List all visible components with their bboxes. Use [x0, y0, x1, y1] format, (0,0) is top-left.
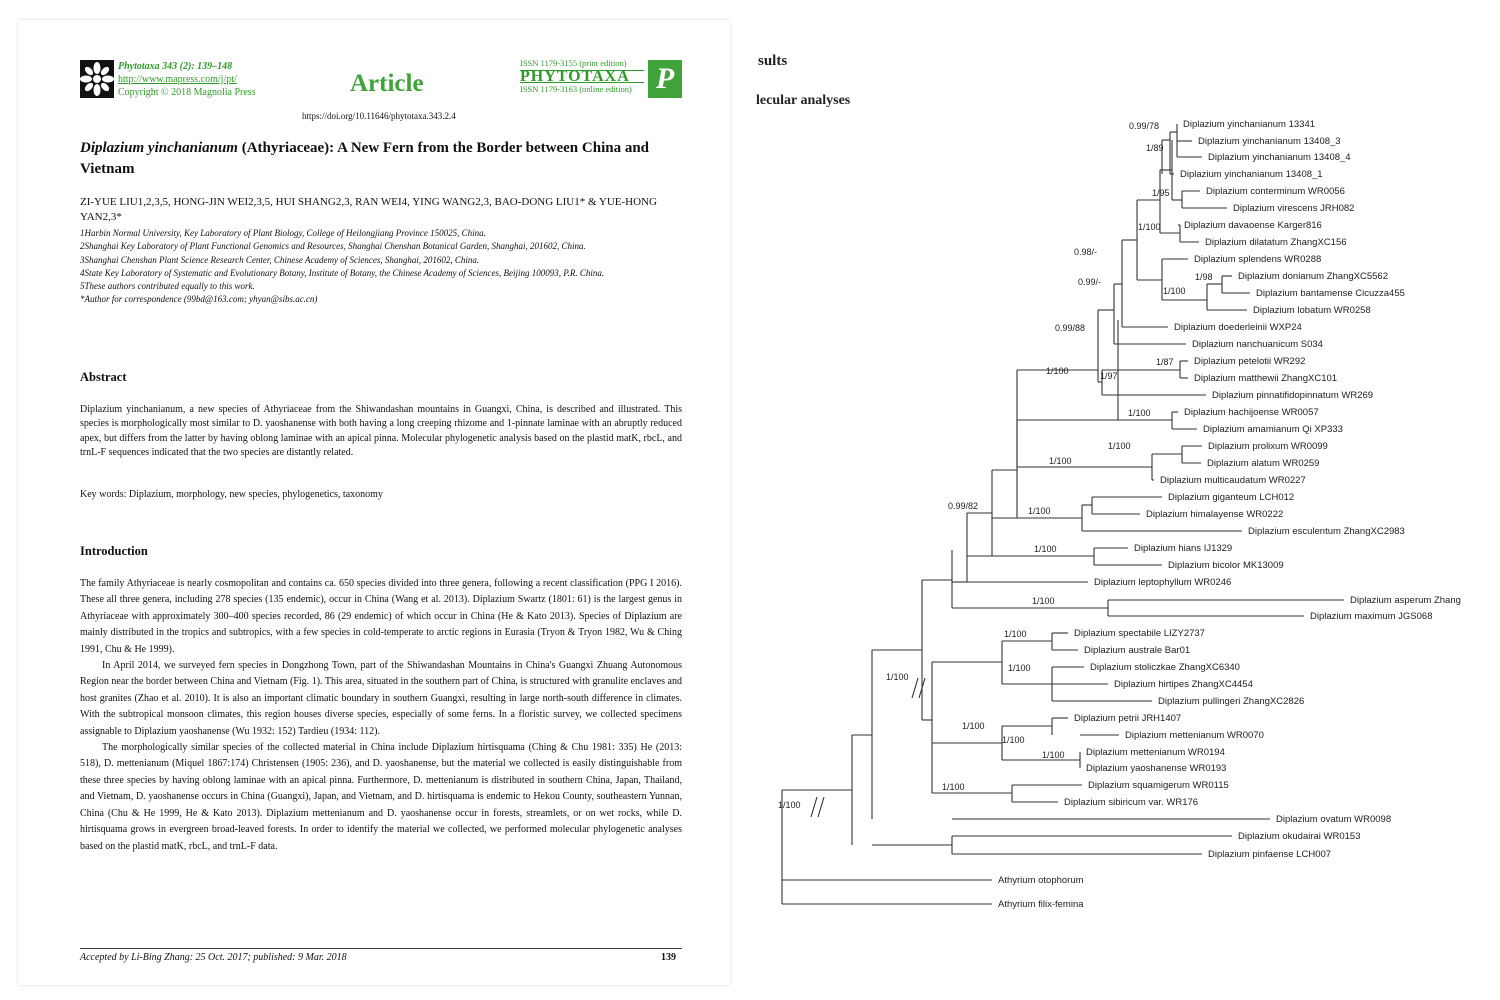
taxon-label: Diplazium hachijoense WR0057: [1184, 407, 1319, 418]
taxon-label: Diplazium bicolor MK13009: [1168, 560, 1284, 571]
taxon-label: Diplazium davaoense Karger816: [1184, 220, 1322, 231]
taxon-label: Athyrium otophorum: [998, 875, 1084, 886]
taxon-label: Diplazium bantamense Cicuzza455: [1256, 288, 1405, 299]
molecular-analyses-heading: lecular analyses: [756, 93, 851, 108]
support-value: 0.99/78: [1129, 121, 1160, 131]
introduction-body: [80, 576, 682, 855]
support-value: 1/100: [1028, 506, 1051, 516]
taxon-label: Diplazium petelotii WR292: [1194, 356, 1306, 367]
taxon-label: Diplazium mettenianum WR0070: [1125, 730, 1264, 741]
doi-link[interactable]: https://doi.org/10.11646/phytotaxa.343.2.4: [302, 111, 456, 121]
taxon-label: Diplazium alatum WR0259: [1207, 458, 1320, 469]
taxon-label: Diplazium pinfaense LCH007: [1208, 849, 1332, 860]
affiliation-line: 4State Key Laboratory of Systematic and Evolutionary Botany, Institute of Botany, the Chinese Academy of Sciences, Beijing 100093, P.R. China.: [80, 267, 605, 278]
affiliation-line: 2Shanghai Key Laboratory of Plant Functional Genomics and Resources, Shanghai Chenshan Botanical Garden, Shanghai, 201602, China.: [80, 241, 586, 252]
affiliations: [80, 227, 685, 307]
phylogenetic-tree: [752, 20, 1497, 985]
support-value: 1/100: [1004, 629, 1027, 639]
support-value: 1/100: [1008, 663, 1031, 673]
taxon-label: Diplazium lobatum WR0258: [1253, 305, 1371, 316]
intro-paragraph: The family Athyriaceae is nearly cosmopolitan and contains ca. 650 species divided into three genera, following a recent classification (PPG I 2016). These all three genera, including 278 species (135 endemic), occur in China (Wang et al. 2013). Diplazium Swartz (1801: 61) is the largest genus in Athyriaceae with approximately 300–400 species recorded, 86 (29 endemic) of which occur in China (He & Kato 2013). Species of Diplazium are mainly distributed in the tropics and subtropics, with a few species in cold-temperate to arctic regions in Eurasia (Tryon & Tryon 1982, Wu & Ching 1991, Chu & He 1999).: [80, 578, 682, 655]
affiliation-line: 1Harbin Normal University, Key Laboratory of Plant Biology, College of Heilongjiang Province 150025, China.: [80, 228, 486, 238]
taxon-label: Diplazium yaoshanense WR0193: [1086, 763, 1227, 774]
taxon-label: Diplazium australe Bar01: [1084, 645, 1191, 656]
magnolia-press-logo-icon: [80, 60, 114, 98]
taxon-label: Diplazium leptophyllum WR0246: [1094, 577, 1232, 588]
support-value: 1/100: [1128, 408, 1151, 418]
journal-url-link[interactable]: http://www.mapress.com/j/pt/: [118, 74, 237, 85]
journal-name: PHYTOTAXA: [520, 70, 644, 83]
journal-citation: Phytotaxa 343 (2): 139–148: [118, 61, 233, 72]
keywords: Key words: Diplazium, morphology, new species, phylogenetics, taxonomy: [80, 489, 383, 500]
author-list: ZI-YUE LIU1,2,3,5, HONG-JIN WEI2,3,5, HUI SHANG2,3, RAN WEI4, YING WANG2,3, BAO-DONG LIU1* & YUE-HONG YAN2,3*: [80, 196, 657, 223]
break-mark-icon: [912, 678, 918, 698]
support-value: 1/95: [1152, 188, 1170, 198]
support-value: 1/100: [1034, 544, 1057, 554]
taxon-label: Diplazium giganteum LCH012: [1168, 492, 1295, 503]
affiliation-line: *Author for correspondence (99bd@163.com; yhyan@sibs.ac.cn): [80, 294, 318, 305]
paper-page-right: [752, 20, 1497, 985]
affiliation-line: 5These authors contributed equally to this work.: [80, 281, 255, 292]
journal-header: [118, 60, 256, 99]
break-mark-icon: [818, 797, 824, 817]
abstract-text: Diplazium yinchanianum, a new species of Athyriaceae from the Shiwandashan mountains in Guangxi, China, is described and illustrated. This species is morphologically most similar to D. yaoshanense with both having a long creeping rhizome and 1-pinnate laminae with an abruptly reduced apex, but differs from the latter by having oblong laminae with an apical pinna. Molecular phylogenetic analysis based on the plastid matK, rbcL, and trnL-F sequences indicated that the two species are distantly related.: [80, 404, 682, 458]
taxon-label: Diplazium virescens JRH082: [1233, 203, 1355, 214]
support-value: 1/100: [1163, 286, 1186, 296]
results-heading: sults: [758, 53, 788, 69]
support-value: 1/100: [1138, 222, 1161, 232]
taxon-label: Diplazium hians IJ1329: [1134, 543, 1233, 554]
taxon-label: Diplazium sibiricum var. WR176: [1064, 797, 1199, 808]
support-value: 1/100: [1002, 735, 1025, 745]
support-value: 1/100: [1032, 596, 1055, 606]
article-label: Article: [350, 70, 424, 97]
phytotaxa-p-logo-icon: P: [648, 60, 682, 98]
taxon-label: Diplazium petrii JRH1407: [1074, 713, 1182, 724]
taxon-label: Diplazium doederleinii WXP24: [1174, 322, 1302, 333]
support-value: 1/100: [778, 800, 801, 810]
taxon-label: Diplazium maximum JGS068: [1310, 611, 1433, 622]
taxon-label: Diplazium spectabile LIZY2737: [1074, 628, 1205, 639]
footer-rule: [80, 948, 682, 949]
taxon-label: Diplazium asperum Zhang: [1350, 595, 1461, 606]
taxon-label: Athyrium filix-femina: [998, 899, 1084, 910]
taxon-label: Diplazium okudairai WR0153: [1238, 831, 1361, 842]
support-value: 1/87: [1156, 357, 1174, 367]
abstract-heading: Abstract: [80, 370, 127, 384]
support-value: 1/100: [942, 782, 965, 792]
break-mark-icon: [811, 797, 817, 817]
taxon-label: Diplazium conterminum WR0056: [1206, 186, 1345, 197]
taxon-label: Diplazium dilatatum ZhangXC156: [1205, 237, 1347, 248]
support-value: 1/89: [1146, 143, 1164, 153]
taxon-label: Diplazium himalayense WR0222: [1146, 509, 1284, 520]
taxon-label: Diplazium stoliczkae ZhangXC6340: [1090, 662, 1240, 673]
support-value: 1/100: [962, 721, 985, 731]
affiliation-line: 3Shanghai Chenshan Plant Science Research Center, Chinese Academy of Sciences, Shanghai, 201602, China.: [80, 254, 480, 265]
footer-accepted: Accepted by Li-Bing Zhang: 25 Oct. 2017; published: 9 Mar. 2018: [80, 952, 347, 963]
support-value: 0.99/82: [948, 501, 979, 511]
support-value: 1/97: [1100, 371, 1118, 381]
support-value: 1/100: [886, 672, 909, 682]
taxon-label: Diplazium esculentum ZhangXC2983: [1248, 526, 1405, 537]
taxon-label: Diplazium squamigerum WR0115: [1088, 780, 1229, 791]
paper-page-left: [18, 20, 730, 985]
taxon-label: Diplazium mettenianum WR0194: [1086, 747, 1225, 758]
taxon-label: Diplazium splendens WR0288: [1194, 254, 1322, 265]
title-rest: (Athyriaceae): A New Fern from the Border between China and Vietnam: [80, 140, 650, 177]
support-value: 0.99/88: [1055, 323, 1086, 333]
taxon-label: Diplazium yinchanianum 13408_3: [1198, 136, 1341, 147]
title-species: Diplazium yinchanianum: [80, 140, 238, 156]
support-value: 0.99/-: [1078, 277, 1102, 287]
issn-online: ISSN 1179-3163 (online edition): [520, 84, 632, 94]
taxon-label: Diplazium matthewii ZhangXC101: [1194, 373, 1338, 384]
taxon-label: Diplazium yinchanianum 13341: [1183, 119, 1316, 130]
taxon-label: Diplazium donianum ZhangXC5562: [1238, 271, 1388, 282]
taxon-label: Diplazium pinnatifidopinnatum WR269: [1212, 390, 1374, 401]
taxon-label: Diplazium nanchuanicum S034: [1192, 339, 1323, 350]
support-value: 1/100: [1108, 441, 1131, 451]
paper-title: [80, 138, 680, 180]
taxon-label: Diplazium yinchanianum 13408_4: [1208, 152, 1351, 163]
support-value: 1/100: [1049, 456, 1072, 466]
copyright-line: Copyright © 2018 Magnolia Press: [118, 87, 256, 98]
taxon-label: Diplazium ovatum WR0098: [1276, 814, 1392, 825]
support-value: 0.98/-: [1074, 247, 1098, 257]
issn-block: [520, 58, 644, 95]
taxon-label: Diplazium hirtipes ZhangXC4454: [1114, 679, 1253, 690]
taxon-label: Diplazium multicaudatum WR0227: [1160, 475, 1306, 486]
issn-print: ISSN 1179-3155 (print edition): [520, 58, 627, 68]
taxon-label: Diplazium yinchanianum 13408_1: [1180, 169, 1323, 180]
intro-paragraph: The morphologically similar species of the collected material in China include Diplazium hirtisquama (Ching & Chu 1981: 335) He (2013: 518), D. mettenianum (Miquel 1867:174) Christensen (1905: 236), and D. yaoshanense, but the material we collected is easily distinguishable from these three species by having oblong laminae with an apical pinna. Furthermore, D. mettenianum is distributed in southern China, Japan, Thailand, and Vietnam, D. yaoshanense occurs in China (Guangxi), Japan, and Vietnam, and D. hirtisquama is endemic to Hekou County, southeastern Yunnan, China (Chu & He 1999, He & Kato 2013). Diplazium mettenianum and D. yaoshanense occur in forests, streamlets, or on wet rocks, while D. hirtisquama grows in evergreen broad-leaved forests. In order to identify the material we collected, we performed molecular phylogenetic analyses based on the plastid matK, rbcL, and trnL-F data.: [80, 742, 682, 852]
introduction-heading: Introduction: [80, 544, 148, 558]
support-value: 1/100: [1042, 750, 1065, 760]
taxon-label: Diplazium prolixum WR0099: [1208, 441, 1328, 452]
support-value: 1/98: [1195, 272, 1213, 282]
taxon-label: Diplazium amamianum Qi XP333: [1203, 424, 1343, 435]
support-value: 1/100: [1046, 366, 1069, 376]
page-number: 139: [661, 952, 676, 963]
taxon-label: Diplazium pullingeri ZhangXC2826: [1158, 696, 1305, 707]
intro-paragraph: In April 2014, we surveyed fern species in Dongzhong Town, part of the Shiwandashan Mountains in China's Guangxi Zhuang Autonomous Region near the border between China and Vietnam (Fig. 1). This area, situated in the southern part of China, is structured with granulite enclaves and host granites (Zhao et al. 2010). It is also an important climatic boundary in southern Guangxi, resulting in large north-south difference in climates. With the subtropical monsoon climates, this region houses diverse species, especially of some ferns. In a floristic survey, we collected specimens assignable to Diplazium yaoshanense (Wu 1932: 152) Tardieu (1934: 112).: [80, 660, 682, 737]
